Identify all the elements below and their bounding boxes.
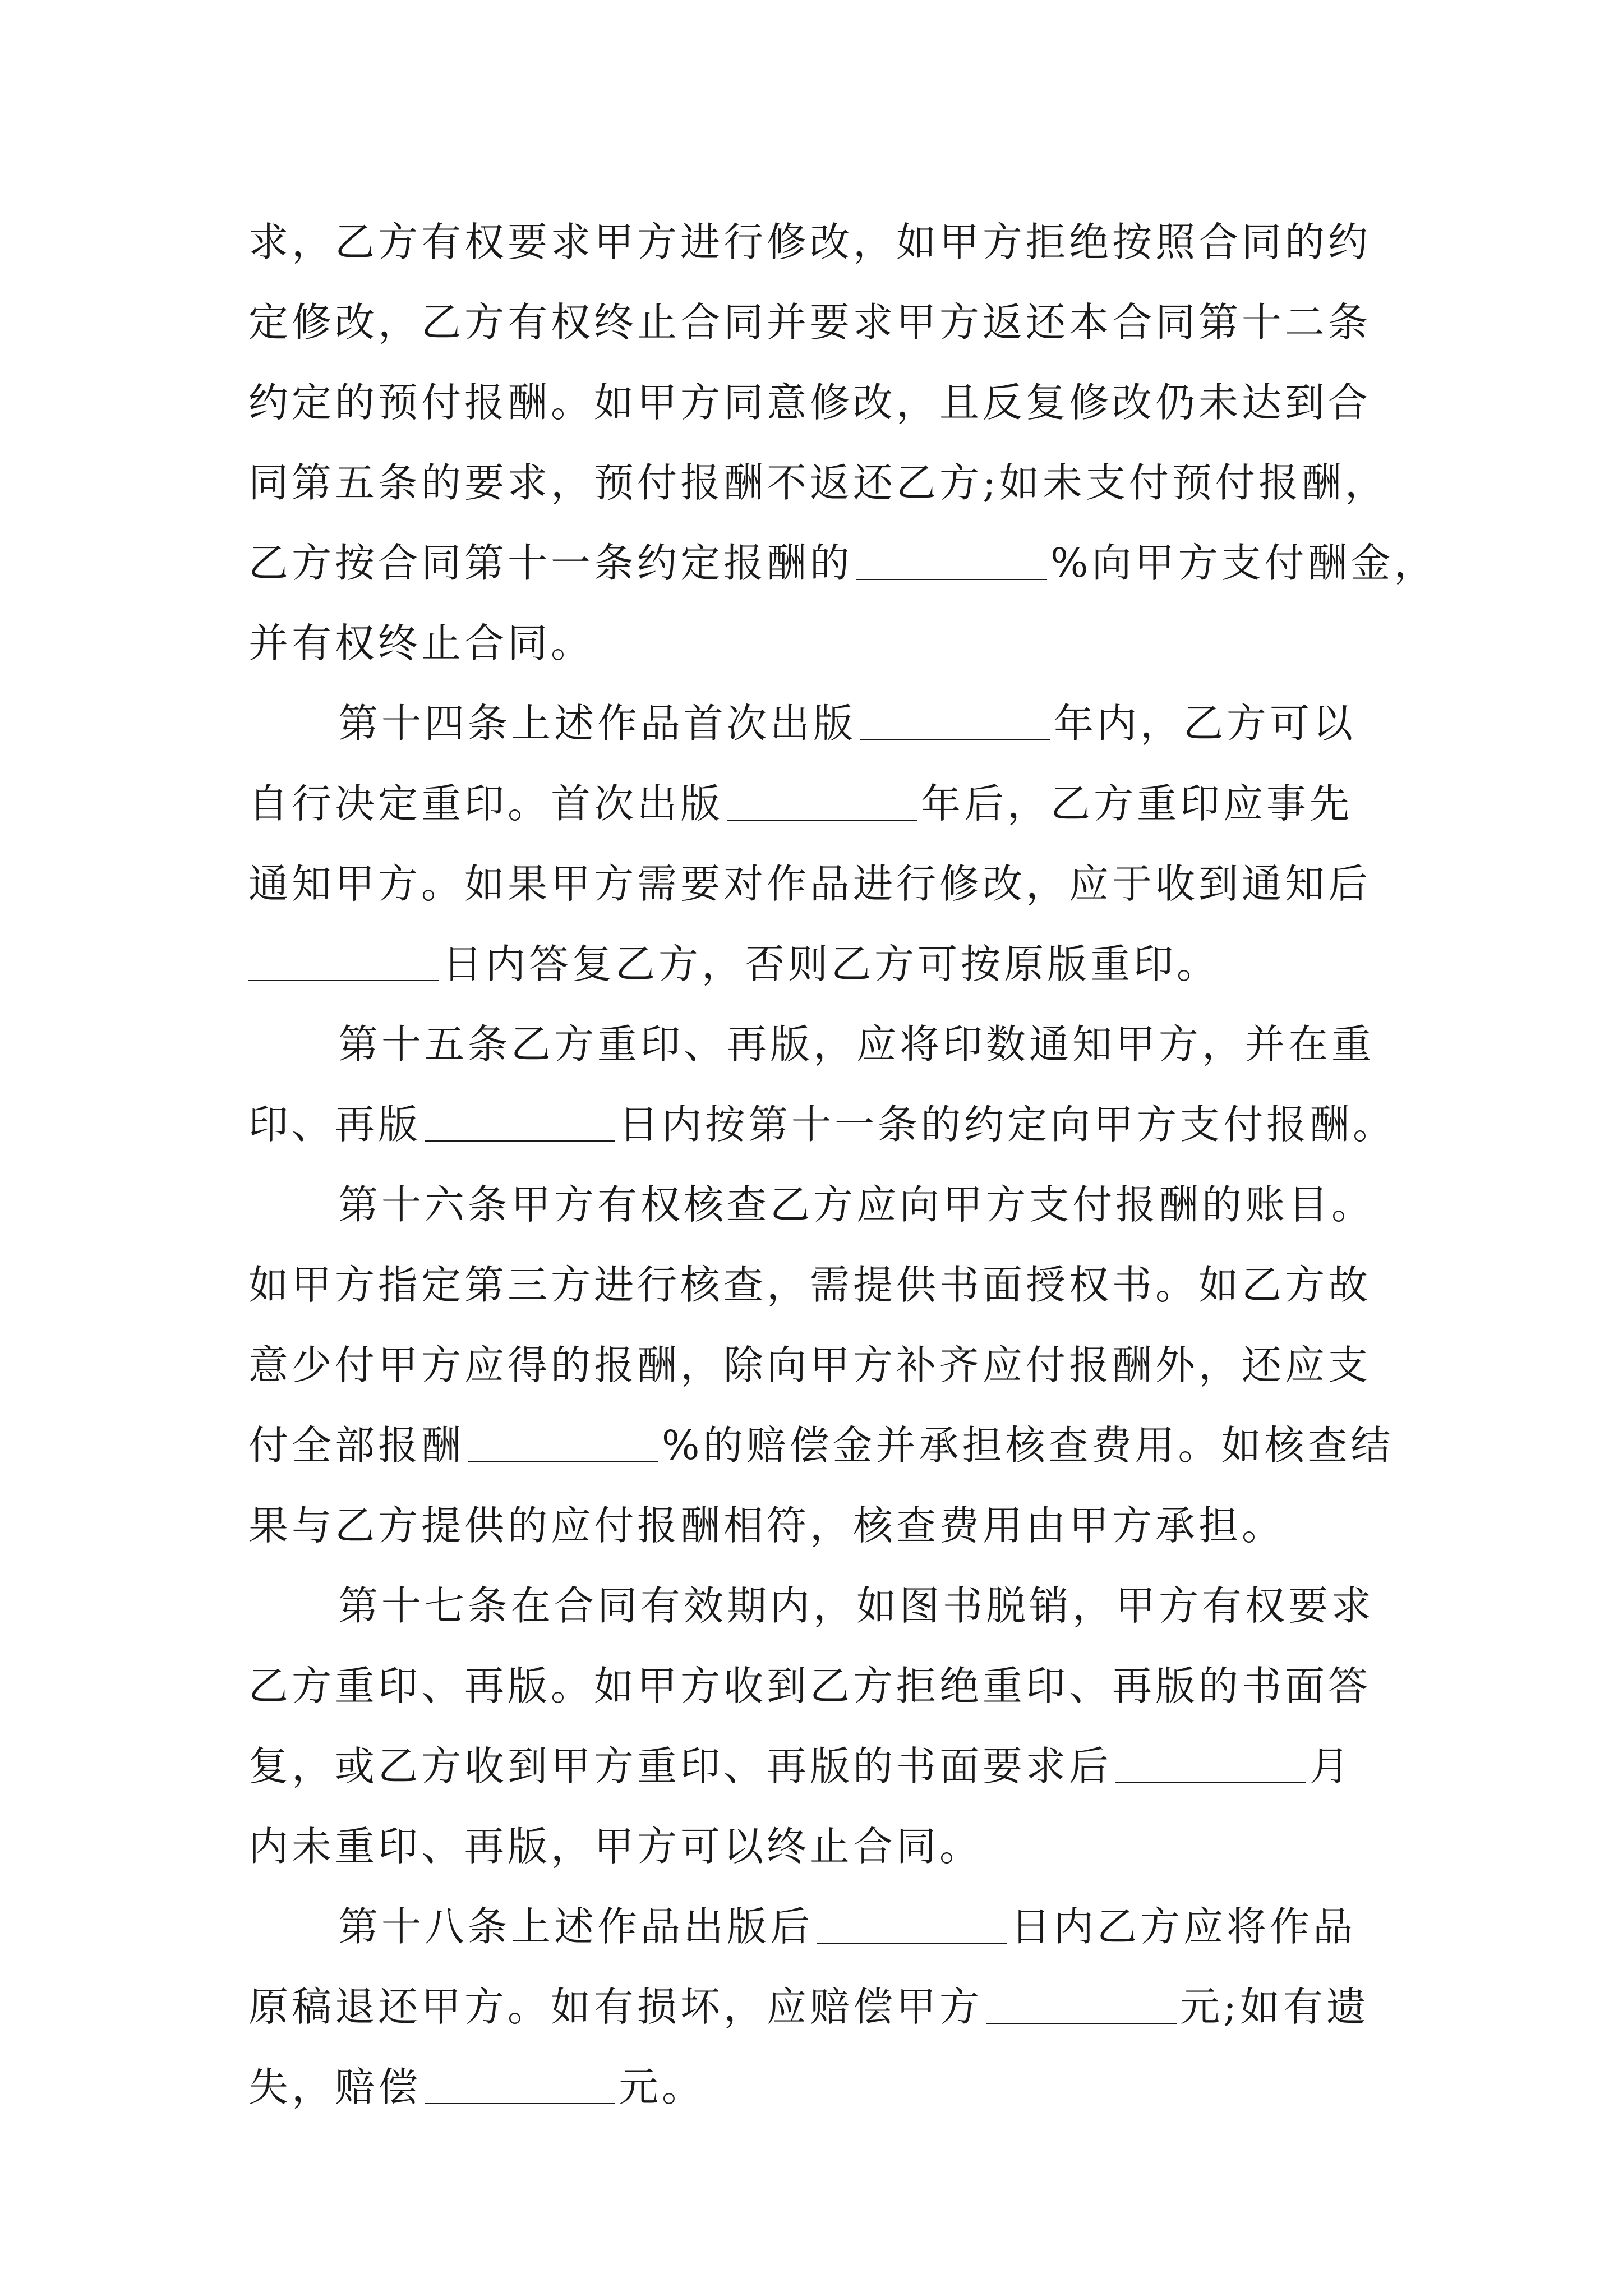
- text-line: 原稿退还甲方。如有损坏，应赔偿甲方 元;如有遗: [248, 1967, 1376, 2047]
- text-line: 求，乙方有权要求甲方进行修改，如甲方拒绝按照合同的约: [248, 219, 1372, 265]
- blank-field: [986, 1967, 1177, 2024]
- text-line: 印、再版 日内按第十一条的约定向甲方支付报酬。: [248, 1084, 1376, 1165]
- paragraph-start-line: 第十五条乙方重印、再版，应将印数通知甲方，并在重: [338, 1021, 1375, 1068]
- blank-field: [425, 1084, 615, 1142]
- text-line: 自行决定重印。首次出版 年后，乙方重印应事先: [248, 763, 1376, 844]
- paragraph-start-line: 第十八条上述作品出版后 日内乙方应将作品: [248, 1887, 1376, 1967]
- text-line: 如甲方指定第三方进行核查，需提供书面授权书。如乙方故: [248, 1262, 1372, 1308]
- text-line: 并有权终止合同。: [248, 620, 594, 666]
- blank-field: [468, 1405, 658, 1462]
- paragraph-start-line: 第十四条上述作品首次出版 年内，乙方可以: [248, 683, 1376, 763]
- text-line: 复，或乙方收到甲方重印、再版的书面要求后 月: [248, 1726, 1376, 1806]
- paragraph-start-line: 第十六条甲方有权核查乙方应向甲方支付报酬的账目。: [338, 1181, 1375, 1228]
- blank-field: [860, 683, 1050, 740]
- text-line: 约定的预付报酬。如甲方同意修改，且反复修改仍未达到合: [248, 379, 1372, 426]
- text-line: 内未重印、再版，甲方可以终止合同。: [248, 1823, 983, 1870]
- blank-field: [248, 924, 439, 981]
- contract-text: [248, 202, 1437, 2127]
- blank-field: [1115, 1726, 1306, 1783]
- text-line: 付全部报酬 %的赔偿金并承担核查费用。如核查结: [248, 1405, 1376, 1485]
- text-line: 通知甲方。如果甲方需要对作品进行修改，应于收到通知后: [248, 861, 1372, 907]
- text-line: 意少付甲方应得的报酬，除向甲方补齐应付报酬外，还应支: [248, 1342, 1372, 1388]
- text-line: 果与乙方提供的应付报酬相符，核查费用由甲方承担。: [248, 1502, 1285, 1549]
- blank-field: [727, 763, 917, 821]
- text-line: 乙方按合同第十一条约定报酬的 %向甲方支付酬金，: [248, 523, 1376, 603]
- text-line: 日内答复乙方，否则乙方可按原版重印。: [248, 924, 1376, 1004]
- blank-field: [425, 2047, 615, 2104]
- text-line: 乙方重印、再版。如甲方收到乙方拒绝重印、再版的书面答: [248, 1663, 1372, 1709]
- text-line: 同第五条的要求，预付报酬不返还乙方;如未支付预付报酬，: [248, 459, 1388, 506]
- text-line: 定修改，乙方有权终止合同并要求甲方返还本合同第十二条: [248, 299, 1372, 346]
- paragraph-start-line: 第十七条在合同有效期内，如图书脱销，甲方有权要求: [338, 1582, 1375, 1629]
- blank-field: [817, 1887, 1007, 1944]
- text-line: 失，赔偿 元。: [248, 2047, 1376, 2127]
- blank-field: [856, 523, 1047, 580]
